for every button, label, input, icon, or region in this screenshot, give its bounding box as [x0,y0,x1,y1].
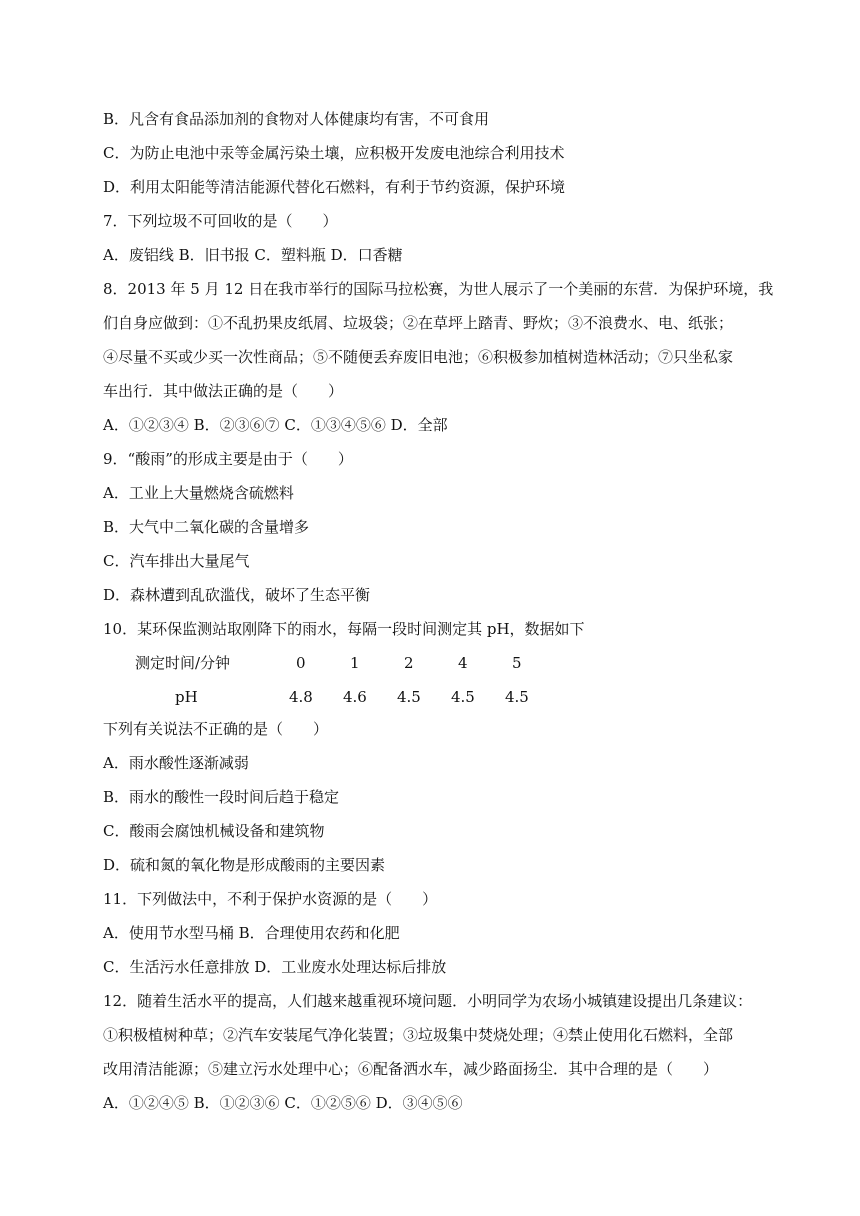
q12-stem-line1: 12．随着生活水平的提高，人们越来越重视环境问题．小明同学为农场小城镇建设提出几条建议： [103,992,753,1010]
q8-options: A．①②③④ B．②③⑥⑦ C．①③④⑤⑥ D．全部 [103,416,448,434]
table-row2-label: pH [175,688,198,706]
q11-options-cd: C．生活污水任意排放 D．工业废水处理达标后排放 [103,958,447,976]
q8-stem-line1: 8．2013 年 5 月 12 日在我市举行的国际马拉松赛，为世人展示了一个美丽的东营．为保护环境，我 [103,280,774,298]
q12-stem-line2: ①积极植树种草；②汽车安装尾气净化装置；③垃圾集中焚烧处理；④禁止使用化石燃料，全部 [103,1026,734,1044]
q12-stem-line3: 改用清洁能源；⑤建立污水处理中心；⑥配备洒水车，减少路面扬尘．其中合理的是（ ） [103,1060,719,1078]
q7-stem: 7．下列垃圾不可回收的是（ ） [103,212,338,230]
table-cell: 2 [404,654,414,672]
q10-question: 下列有关说法不正确的是（ ） [103,720,329,738]
q9-option-c: C．汽车排出大量尾气 [103,552,250,570]
q10-option-a: A．雨水酸性逐渐减弱 [103,754,249,772]
table-cell: 1 [350,654,360,672]
q7-options: A．废铝线 B．旧书报 C．塑料瓶 D．口香糖 [103,246,403,264]
q10-option-c: C．酸雨会腐蚀机械设备和建筑物 [103,822,325,840]
table-cell: 4.8 [289,688,313,706]
q8-stem-line3: ④尽量不买或少买一次性商品；⑤不随便丢弃废旧电池；⑥积极参加植树造林活动；⑦只坐私家 [103,348,734,366]
table-cell: 4.5 [397,688,421,706]
q11-options-ab: A．使用节水型马桶 B．合理使用农药和化肥 [103,924,400,942]
q9-option-b: B．大气中二氧化碳的含量增多 [103,518,310,536]
table-cell: 4 [458,654,468,672]
q12-options: A．①②④⑤ B．①②③⑥ C．①②⑤⑥ D．③④⑤⑥ [103,1094,463,1112]
q9-option-a: A．工业上大量燃烧含硫燃料 [103,484,294,502]
table-cell: 4.5 [505,688,529,706]
table-cell: 4.6 [343,688,367,706]
q9-option-d: D．森林遭到乱砍滥伐，破坏了生态平衡 [103,586,371,604]
q10-option-d: D．硫和氮的氧化物是形成酸雨的主要因素 [103,856,386,874]
q6-option-c: C．为防止电池中汞等金属污染土壤，应积极开发废电池综合利用技术 [103,144,565,162]
q8-stem-line2: 们自身应做到：①不乱扔果皮纸屑、垃圾袋；②在草坪上踏青、野炊；③不浪费水、电、纸张； [103,314,734,332]
q10-stem: 10．某环保监测站取刚降下的雨水，每隔一段时间测定其 pH，数据如下 [103,620,585,638]
q6-option-b: B．凡含有食品添加剂的食物对人体健康均有害，不可食用 [103,110,490,128]
table-row1-label: 测定时间/分钟 [135,654,231,672]
q6-option-d: D．利用太阳能等清洁能源代替化石燃料，有利于节约资源，保护环境 [103,178,566,196]
q9-stem: 9．“酸雨”的形成主要是由于（ ） [103,450,353,468]
table-cell: 4.5 [451,688,475,706]
q10-option-b: B．雨水的酸性一段时间后趋于稳定 [103,788,340,806]
q11-stem: 11．下列做法中，不利于保护水资源的是（ ） [103,890,438,908]
q8-stem-line4: 车出行．其中做法正确的是（ ） [103,382,344,400]
table-cell: 5 [512,654,522,672]
table-cell: 0 [296,654,306,672]
